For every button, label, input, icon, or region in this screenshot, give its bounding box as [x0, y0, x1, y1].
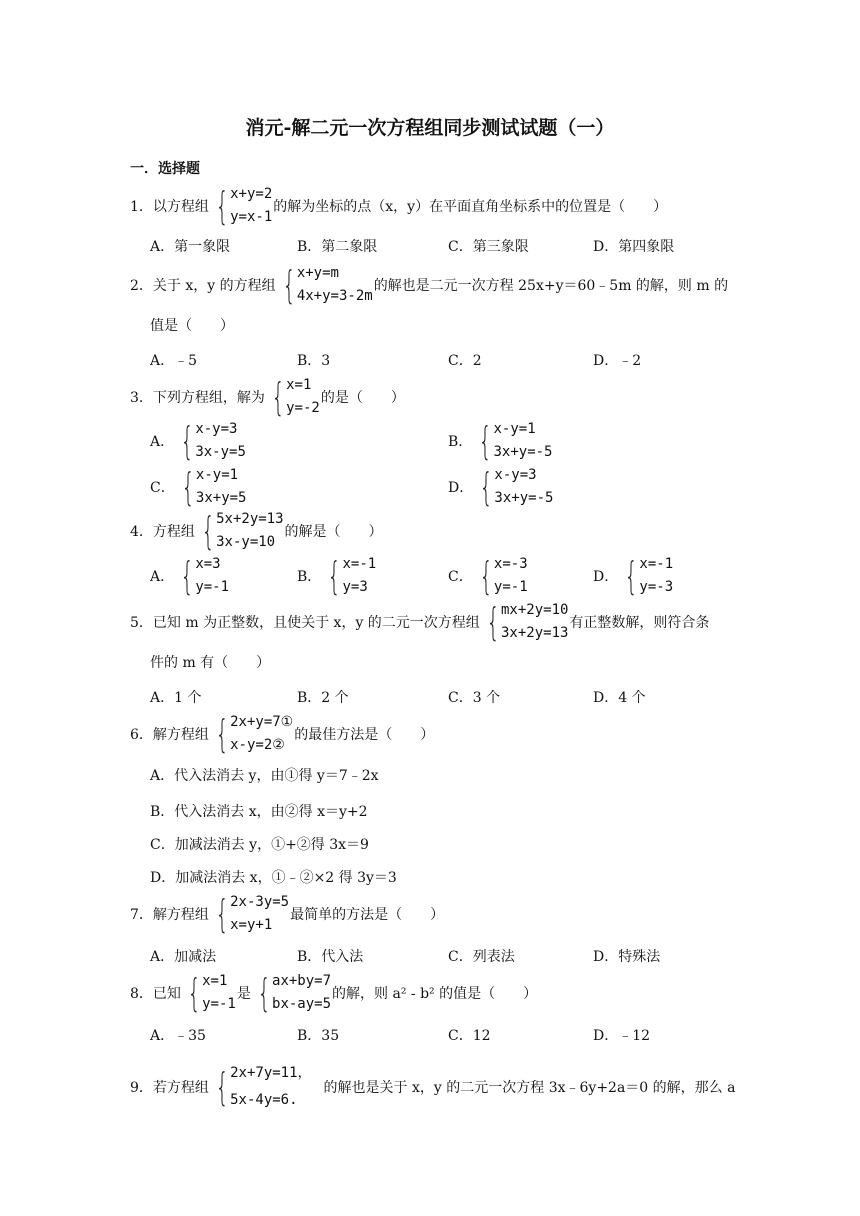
option-a: A．﹣35 [150, 1028, 206, 1044]
option-d: D．加减法消去 x，①﹣②×2 得 3y＝3 [150, 870, 397, 886]
option-b: B．2 个 [297, 690, 349, 706]
question-number: 1． [130, 199, 153, 215]
question-text-line2: 值是（ ） [150, 318, 234, 334]
option-d: D． { x=-1 y=-3 [593, 554, 674, 598]
option-a: A．第一象限 [150, 239, 231, 255]
question-4 [130, 508, 383, 554]
option-c: C．列表法 [448, 949, 515, 965]
question-text: 若方程组 [152, 1080, 209, 1096]
equation-system: { x=1 y=-2 [271, 375, 320, 419]
equation-system: { 2x+7y=11， 5x-4y=6. [215, 1065, 312, 1109]
option-b: B．第二象限 [297, 239, 378, 255]
question-number: 8． [130, 986, 153, 1002]
question-3 [130, 374, 405, 420]
question-number: 5． [130, 615, 153, 631]
equation-system: { x+y=m 4x+y=3-2m [282, 263, 373, 307]
question-text: 的解为坐标的点（x，y）在平面直角坐标系中的位置是（ ） [273, 199, 668, 215]
option-c: C． { x-y=1 3x+y=5 [150, 465, 247, 509]
question-text: 的解也是二元一次方程 25x+y＝60﹣5m 的解，则 m 的 [373, 278, 729, 294]
question-number: 9． [130, 1080, 153, 1096]
question-7 [130, 891, 444, 937]
option-d: D．特殊法 [593, 949, 661, 965]
option-d: D．﹣12 [593, 1028, 651, 1044]
option-b: B．35 [297, 1028, 340, 1044]
question-text: 已知 [152, 986, 181, 1002]
equation-system: { 5x+2y=13 3x-y=10 [201, 509, 284, 553]
question-text: 关于 x，y 的方程组 [152, 278, 276, 294]
question-text-line2: 件的 m 有（ ） [150, 655, 271, 671]
question-text: 的是（ ） [320, 390, 405, 406]
option-c: C．第三象限 [448, 239, 529, 255]
question-number: 6． [130, 727, 153, 743]
section-heading: 一．选择题 [130, 161, 200, 177]
option-c: C．12 [448, 1028, 491, 1044]
option-b: B． { x-y=1 3x+y=-5 [448, 419, 553, 463]
question-1 [130, 183, 667, 229]
question-6 [130, 711, 434, 757]
option-d: D．4 个 [593, 690, 646, 706]
question-text: 的解，则 a² - b² 的值是（ ） [332, 986, 538, 1002]
equation-system: { x+y=2 y=x-1 [215, 184, 273, 228]
option-d: D．第四象限 [593, 239, 675, 255]
question-text: 下列方程组，解为 [152, 390, 265, 406]
option-a: A．加减法 [150, 949, 217, 965]
question-2 [130, 262, 728, 308]
question-text: 的最佳方法是（ ） [294, 727, 435, 743]
option-a: A． { x-y=3 3x-y=5 [150, 419, 246, 463]
equation-system: { 2x-3y=5 x=y+1 [215, 892, 290, 936]
question-text: 解方程组 [152, 907, 209, 923]
option-a: A．1 个 [150, 690, 202, 706]
question-text: 方程组 [152, 524, 195, 540]
question-text: 有正整数解，则符合条 [569, 615, 710, 631]
question-number: 4． [130, 524, 153, 540]
question-text: 的解也是关于 x，y 的二元一次方程 3x﹣6y+2a＝0 的解，那么 a [323, 1080, 736, 1096]
equation-system: { mx+2y=10 3x+2y=13 [486, 600, 569, 644]
option-b: B．3 [297, 353, 331, 369]
option-a: A．代入法消去 y，由①得 y＝7﹣2x [150, 768, 379, 784]
option-c: C． { x=-3 y=-1 [448, 554, 528, 598]
page-title: 消元-解二元一次方程组同步测试试题（一） [245, 117, 615, 139]
question-number: 2． [130, 278, 153, 294]
option-b: B．代入法消去 x，由②得 x＝y+2 [150, 804, 368, 820]
option-d: D．﹣2 [593, 353, 642, 369]
option-c: C．3 个 [448, 690, 501, 706]
question-text: 以方程组 [152, 199, 209, 215]
question-number: 7． [130, 907, 153, 923]
question-text: 是 [236, 986, 251, 1002]
option-b: B．代入法 [297, 949, 364, 965]
option-b: B． { x=-1 y=3 [297, 554, 377, 598]
question-9 [130, 1060, 735, 1114]
option-d: D． { x-y=3 3x+y=-5 [448, 465, 554, 509]
equation-system: { ax+by=7 bx-ay=5 [257, 971, 332, 1015]
option-c: C．加减法消去 y，①+②得 3x＝9 [150, 837, 369, 853]
question-text: 的解是（ ） [284, 524, 383, 540]
question-text: 已知 m 为正整数，且使关于 x，y 的二元一次方程组 [152, 615, 480, 631]
question-text: 解方程组 [152, 727, 209, 743]
question-number: 3． [130, 390, 153, 406]
equation-system: { 2x+y=7① x-y=2② [215, 712, 294, 756]
option-c: C．2 [448, 353, 482, 369]
option-a: A． { x=3 y=-1 [150, 554, 230, 598]
question-text: 最简单的方法是（ ） [290, 907, 445, 923]
question-8 [130, 970, 537, 1016]
equation-system: { x=1 y=-1 [187, 971, 236, 1015]
option-a: A．﹣5 [150, 353, 198, 369]
question-5 [130, 599, 709, 645]
